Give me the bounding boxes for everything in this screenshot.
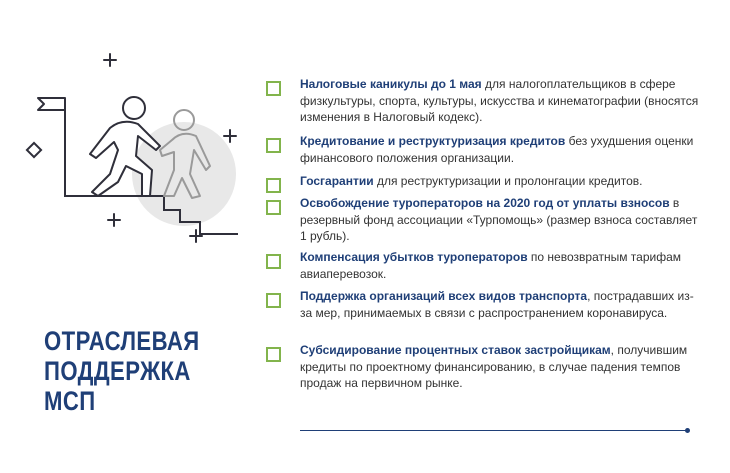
checkbox-icon bbox=[266, 254, 281, 269]
list-item-text bbox=[300, 249, 700, 282]
item-description: , пострадавших из-за мер, принимаемых в связи с распространением коронавируса. bbox=[300, 289, 694, 320]
list-item-text bbox=[300, 342, 700, 392]
list-item-text bbox=[300, 173, 700, 190]
checkbox-icon bbox=[266, 81, 281, 96]
item-heading: Кредитование и реструктуризация кредитов bbox=[300, 134, 566, 148]
diamond-icon bbox=[27, 143, 41, 157]
item-heading: Компенсация убытков туроператоров bbox=[300, 250, 528, 264]
page-title bbox=[44, 326, 224, 416]
item-heading: Освобождение туроператоров на 2020 год от уплаты взносов bbox=[300, 196, 670, 210]
checkbox-icon bbox=[266, 138, 281, 153]
item-description: по невозвратным тарифам авиаперевозок. bbox=[300, 250, 682, 281]
item-description: в резервный фонд ассоциации «Турпомощь» (размер взноса составляет 1 рубль). bbox=[300, 196, 698, 243]
plus-icon bbox=[104, 54, 116, 66]
item-heading: Поддержка организаций всех видов транспорта bbox=[300, 289, 588, 303]
list-item-text bbox=[300, 133, 700, 166]
checkbox-icon bbox=[266, 178, 281, 193]
checkbox-icon bbox=[266, 347, 281, 362]
item-heading: Субсидирование процентных ставок застройщикам bbox=[300, 343, 611, 357]
title-line: МСП bbox=[44, 386, 96, 416]
plus-icon bbox=[224, 130, 236, 142]
item-description: , получившим кредиты по проектному финансированию, в случае падения темпов продаж на первичном рынке. bbox=[300, 343, 688, 390]
item-description: для налогоплательщиков в сфере физкультуры, спорта, культуры, искусства и кинематографии (вносятся изменения в Налоговый кодекс). bbox=[300, 77, 699, 124]
item-description: для реструктуризации и пролонгации кредитов. bbox=[373, 174, 643, 188]
checkbox-icon bbox=[266, 200, 281, 215]
list-item-text bbox=[300, 288, 700, 321]
list-item-text bbox=[300, 195, 700, 245]
climbing-stairs-illustration bbox=[14, 46, 250, 246]
flag-icon bbox=[38, 98, 65, 191]
title-line: ПОДДЕРЖКА bbox=[44, 356, 191, 386]
list-item-text bbox=[300, 76, 700, 126]
item-heading: Госгарантии bbox=[300, 174, 374, 188]
checkbox-icon bbox=[266, 293, 281, 308]
divider-dot bbox=[685, 428, 690, 433]
plus-icon bbox=[108, 214, 120, 226]
divider-line bbox=[300, 430, 688, 431]
item-description: без ухудшения оценки финансового положения организации. bbox=[300, 134, 694, 165]
item-heading: Налоговые каникулы до 1 мая bbox=[300, 77, 482, 91]
title-line: ОТРАСЛЕВАЯ bbox=[44, 326, 200, 356]
